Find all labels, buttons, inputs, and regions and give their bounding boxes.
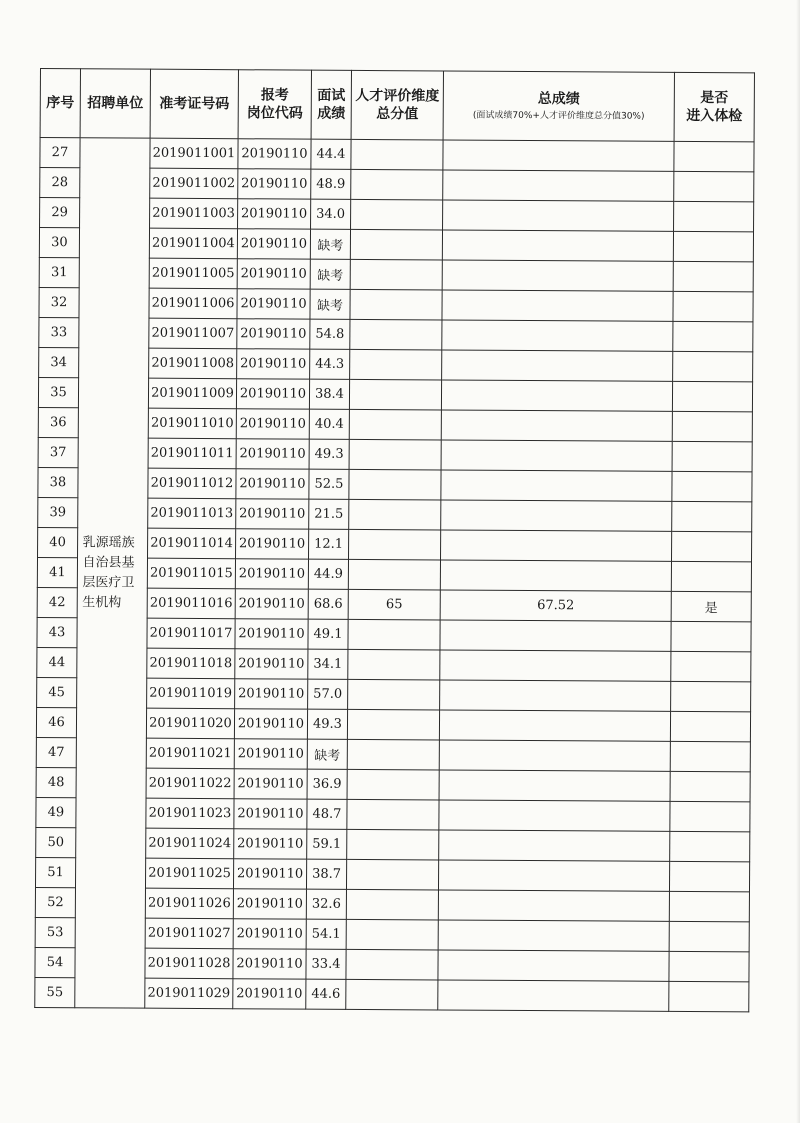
seq-cell: 34: [39, 347, 79, 377]
talent-score-cell: [350, 349, 442, 380]
seq-cell: 48: [36, 767, 76, 797]
physical-exam-cell: [673, 291, 753, 321]
ticket-cell: 2019011026: [145, 888, 233, 919]
physical-exam-cell: [672, 381, 752, 411]
talent-score-cell: [351, 139, 443, 170]
ticket-cell: 2019011015: [147, 558, 235, 589]
ticket-cell: 2019011023: [146, 798, 234, 829]
header-interview-score: 面试 成绩: [311, 70, 351, 139]
seq-cell: 38: [38, 467, 78, 497]
talent-score-cell: [346, 889, 438, 920]
total-score-cell: [439, 800, 670, 831]
total-score-cell: [441, 500, 672, 531]
seq-cell: 53: [35, 917, 75, 947]
unit-name-cell: [75, 138, 150, 1008]
header-total-score: [443, 71, 674, 141]
interview-score-cell: 38.4: [309, 379, 349, 409]
post-code-cell: 20190110: [237, 229, 310, 259]
seq-cell: 52: [35, 887, 75, 917]
post-code-cell: 20190110: [233, 979, 306, 1009]
ticket-cell: 2019011001: [150, 138, 238, 169]
header-seq: 序号: [40, 69, 80, 138]
interview-score-cell: 34.0: [311, 199, 351, 229]
seq-cell: 37: [38, 437, 78, 467]
seq-cell: 27: [40, 138, 80, 168]
total-score-cell: [439, 830, 670, 861]
interview-score-cell: 40.4: [309, 409, 349, 439]
post-code-cell: 20190110: [237, 259, 310, 289]
talent-score-cell: [347, 799, 439, 830]
seq-cell: 29: [40, 198, 80, 228]
total-score-cell: [440, 650, 671, 681]
total-score-cell: [443, 170, 674, 201]
total-score-cell: [439, 740, 670, 771]
seq-cell: 33: [39, 317, 79, 347]
ticket-cell: 2019011009: [148, 378, 236, 409]
total-score-cell: [442, 350, 673, 381]
physical-exam-cell: [672, 411, 752, 441]
ticket-cell: 2019011006: [149, 288, 237, 319]
total-score-cell: [441, 470, 672, 501]
ticket-cell: 2019011013: [148, 498, 236, 529]
results-body: [35, 138, 754, 1012]
physical-exam-cell: [671, 651, 751, 681]
physical-exam-cell: [673, 261, 753, 291]
interview-score-cell: 34.1: [308, 649, 348, 679]
total-score-cell: [442, 290, 673, 321]
interview-score-cell: 缺考: [307, 739, 347, 769]
physical-exam-cell: [669, 951, 749, 981]
interview-score-cell: 44.6: [306, 979, 346, 1009]
post-code-cell: 20190110: [237, 289, 310, 319]
talent-score-cell: 65: [348, 589, 440, 620]
post-code-cell: 20190110: [237, 349, 310, 379]
ticket-cell: 2019011014: [148, 528, 236, 559]
total-score-cell: [441, 380, 672, 411]
talent-score-cell: [347, 739, 439, 770]
post-code-cell: 20190110: [236, 469, 309, 499]
physical-exam-cell: [673, 351, 753, 381]
physical-exam-cell: [671, 621, 751, 651]
talent-score-cell: [346, 979, 438, 1010]
post-code-cell: 20190110: [238, 139, 311, 169]
post-code-cell: 20190110: [238, 169, 311, 199]
interview-score-cell: 49.3: [307, 709, 347, 739]
ticket-cell: 2019011018: [147, 648, 235, 679]
physical-exam-cell: [670, 801, 750, 831]
total-score-cell: 67.52: [440, 590, 671, 621]
ticket-cell: 2019011005: [149, 258, 237, 289]
physical-exam-cell: [669, 981, 749, 1011]
ticket-cell: 2019011027: [145, 918, 233, 949]
interview-score-cell: 54.8: [310, 319, 350, 349]
physical-exam-cell: [672, 441, 752, 471]
total-score-cell: [438, 950, 669, 981]
post-code-cell: 20190110: [236, 409, 309, 439]
interview-score-cell: 33.4: [306, 949, 346, 979]
total-score-cell: [441, 410, 672, 441]
ticket-cell: 2019011017: [147, 618, 235, 649]
post-code-cell: 20190110: [235, 559, 308, 589]
ticket-cell: 2019011002: [150, 168, 238, 199]
total-score-cell: [442, 230, 673, 261]
seq-cell: 41: [37, 557, 77, 587]
talent-score-cell: [347, 709, 439, 740]
post-code-cell: 20190110: [235, 589, 308, 619]
scan-edge-shadow: [796, 0, 800, 1123]
post-code-cell: 20190110: [234, 829, 307, 859]
seq-cell: 40: [38, 527, 78, 557]
interview-score-cell: 48.9: [311, 169, 351, 199]
header-total-title: 总成绩: [537, 91, 580, 108]
ticket-cell: 2019011011: [148, 438, 236, 469]
seq-cell: 36: [38, 407, 78, 437]
seq-cell: 39: [38, 497, 78, 527]
total-score-cell: [438, 860, 669, 891]
total-score-cell: [439, 710, 670, 741]
seq-cell: 43: [37, 617, 77, 647]
talent-score-cell: [346, 949, 438, 980]
interview-score-cell: 缺考: [310, 229, 350, 259]
ticket-cell: 2019011021: [146, 738, 234, 769]
talent-score-cell: [351, 169, 443, 200]
interview-score-cell: 缺考: [310, 259, 350, 289]
physical-exam-cell: [673, 321, 753, 351]
physical-exam-cell: [672, 471, 752, 501]
physical-exam-cell: [673, 231, 753, 261]
physical-exam-cell: [674, 141, 754, 171]
ticket-cell: 2019011019: [147, 678, 235, 709]
header-physical-exam: 是否 进入体检: [674, 72, 754, 141]
talent-score-cell: [349, 409, 441, 440]
post-code-cell: 20190110: [235, 619, 308, 649]
total-score-cell: [440, 680, 671, 711]
seq-cell: 45: [37, 677, 77, 707]
post-code-cell: 20190110: [234, 769, 307, 799]
total-score-cell: [438, 920, 669, 951]
header-row: [40, 69, 754, 142]
ticket-cell: 2019011004: [149, 228, 237, 259]
seq-cell: 55: [35, 977, 75, 1007]
physical-exam-cell: [671, 681, 751, 711]
ticket-cell: 2019011012: [148, 468, 236, 499]
talent-score-cell: [348, 619, 440, 650]
header-post-code: 报考 岗位代码: [238, 70, 311, 139]
interview-score-cell: 54.1: [306, 919, 346, 949]
post-code-cell: 20190110: [236, 529, 309, 559]
interview-score-cell: 57.0: [308, 679, 348, 709]
interview-score-cell: 38.7: [306, 859, 346, 889]
post-code-cell: 20190110: [236, 499, 309, 529]
physical-exam-cell: [672, 501, 752, 531]
post-code-cell: 20190110: [233, 889, 306, 919]
physical-exam-cell: [671, 561, 751, 591]
post-code-cell: 20190110: [233, 919, 306, 949]
seq-cell: 46: [36, 707, 76, 737]
ticket-cell: 2019011008: [149, 348, 237, 379]
physical-exam-cell: [670, 831, 750, 861]
post-code-cell: 20190110: [234, 799, 307, 829]
physical-exam-cell: 是: [671, 591, 751, 621]
total-score-cell: [443, 140, 674, 171]
ticket-cell: 2019011028: [145, 948, 233, 979]
ticket-cell: 2019011025: [145, 858, 233, 889]
post-code-cell: 20190110: [234, 739, 307, 769]
seq-cell: 28: [40, 168, 80, 198]
post-code-cell: 20190110: [233, 859, 306, 889]
physical-exam-cell: [670, 741, 750, 771]
talent-score-cell: [349, 499, 441, 530]
total-score-cell: [441, 440, 672, 471]
talent-score-cell: [349, 379, 441, 410]
talent-score-cell: [349, 439, 441, 470]
ticket-cell: 2019011003: [150, 198, 238, 229]
interview-score-cell: 48.7: [307, 799, 347, 829]
seq-cell: 32: [39, 287, 79, 317]
physical-exam-cell: [674, 171, 754, 201]
interview-score-cell: 44.4: [311, 139, 351, 169]
total-score-cell: [442, 260, 673, 291]
header-total-formula: (面试成绩70%+人才评价维度总分值30%): [472, 110, 645, 122]
post-code-cell: 20190110: [235, 649, 308, 679]
talent-score-cell: [346, 919, 438, 950]
unit-name: 乳源瑶族自治县基层医疗卫生机构: [82, 534, 135, 611]
interview-score-cell: 52.5: [309, 469, 349, 499]
interview-score-cell: 59.1: [307, 829, 347, 859]
interview-score-cell: 36.9: [307, 769, 347, 799]
physical-exam-cell: [669, 921, 749, 951]
talent-score-cell: [349, 469, 441, 500]
seq-cell: 50: [36, 827, 76, 857]
post-code-cell: 20190110: [237, 319, 310, 349]
physical-exam-cell: [674, 201, 754, 231]
talent-score-cell: [350, 259, 442, 290]
total-score-cell: [438, 980, 669, 1011]
ticket-cell: 2019011024: [146, 828, 234, 859]
ticket-cell: 2019011022: [146, 768, 234, 799]
post-code-cell: 20190110: [236, 439, 309, 469]
total-score-cell: [438, 890, 669, 921]
talent-score-cell: [347, 829, 439, 860]
interview-score-cell: 12.1: [309, 529, 349, 559]
header-ticket: 准考证号码: [150, 69, 238, 139]
seq-cell: 30: [39, 228, 79, 258]
ticket-cell: 2019011010: [148, 408, 236, 439]
ticket-cell: 2019011007: [149, 318, 237, 349]
total-score-cell: [439, 770, 670, 801]
total-score-cell: [442, 320, 673, 351]
seq-cell: 54: [35, 947, 75, 977]
seq-cell: 51: [35, 857, 75, 887]
talent-score-cell: [348, 679, 440, 710]
seq-cell: 49: [36, 797, 76, 827]
header-talent-score: 人才评价维度 总分值: [351, 70, 443, 140]
physical-exam-cell: [669, 861, 749, 891]
ticket-cell: 2019011020: [146, 708, 234, 739]
interview-score-cell: 68.6: [308, 589, 348, 619]
seq-cell: 42: [37, 587, 77, 617]
total-score-cell: [440, 620, 671, 651]
header-unit: 招聘单位: [80, 69, 150, 138]
total-score-cell: [443, 200, 674, 231]
results-table: [34, 68, 755, 1012]
talent-score-cell: [351, 199, 443, 230]
post-code-cell: 20190110: [238, 199, 311, 229]
interview-score-cell: 21.5: [309, 499, 349, 529]
interview-score-cell: 49.1: [308, 619, 348, 649]
physical-exam-cell: [670, 771, 750, 801]
talent-score-cell: [348, 559, 440, 590]
table-row: [40, 138, 754, 172]
interview-score-cell: 49.3: [309, 439, 349, 469]
talent-score-cell: [347, 769, 439, 800]
post-code-cell: 20190110: [234, 709, 307, 739]
seq-cell: 47: [36, 737, 76, 767]
post-code-cell: 20190110: [233, 949, 306, 979]
seq-cell: 31: [39, 257, 79, 287]
seq-cell: 35: [38, 377, 78, 407]
seq-cell: 44: [37, 647, 77, 677]
total-score-cell: [441, 530, 672, 561]
ticket-cell: 2019011029: [145, 978, 233, 1009]
talent-score-cell: [349, 529, 441, 560]
interview-score-cell: 44.3: [310, 349, 350, 379]
physical-exam-cell: [671, 531, 751, 561]
ticket-cell: 2019011016: [147, 588, 235, 619]
talent-score-cell: [350, 319, 442, 350]
talent-score-cell: [346, 859, 438, 890]
talent-score-cell: [348, 649, 440, 680]
interview-score-cell: 缺考: [310, 289, 350, 319]
post-code-cell: 20190110: [235, 679, 308, 709]
total-score-cell: [440, 560, 671, 591]
post-code-cell: 20190110: [236, 379, 309, 409]
talent-score-cell: [350, 289, 442, 320]
physical-exam-cell: [670, 711, 750, 741]
interview-score-cell: 44.9: [308, 559, 348, 589]
physical-exam-cell: [669, 891, 749, 921]
talent-score-cell: [350, 229, 442, 260]
interview-score-cell: 32.6: [306, 889, 346, 919]
